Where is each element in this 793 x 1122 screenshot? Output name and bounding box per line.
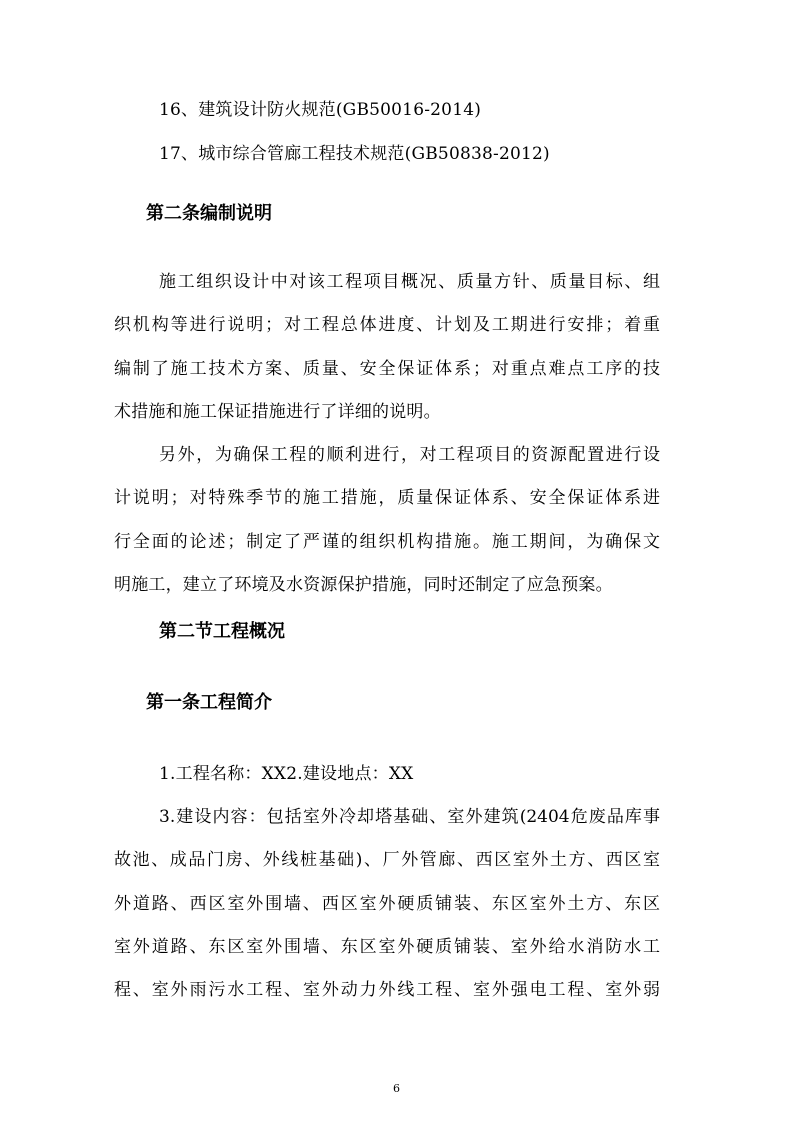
paragraph-line: 织机构等进行说明；对工程总体进度、计划及工期进行安排；着重	[114, 315, 660, 335]
paragraph-line: 行全面的论述；制定了严谨的组织机构措施。施工期间，为确保文	[114, 532, 660, 552]
article-2-heading: 第二条编制说明	[146, 203, 272, 224]
project-name-location: 1.工程名称：XX2.建设地点：XX	[159, 764, 414, 784]
paragraph-line: 故池、成品门房、外线桩基础)、厂外管廊、西区室外土方、西区室	[114, 850, 660, 870]
paragraph-line: 3.建设内容：包括室外冷却塔基础、室外建筑(2404危废品库事	[159, 807, 660, 827]
paragraph-line: 室外道路、东区室外围墙、东区室外硬质铺装、室外给水消防水工	[114, 937, 660, 957]
paragraph-line: 另外，为确保工程的顺利进行，对工程项目的资源配置进行设	[159, 445, 660, 465]
article-1-heading: 第一条工程简介	[146, 692, 272, 713]
page-number: 6	[393, 1082, 400, 1095]
paragraph-line: 明施工，建立了环境及水资源保护措施，同时还制定了应急预案。	[114, 575, 613, 595]
paragraph-line: 施工组织设计中对该工程项目概况、质量方针、质量目标、组	[159, 272, 660, 292]
standard-item-17: 17、城市综合管廊工程技术规范(GB50838-2012)	[159, 144, 550, 164]
paragraph-line: 编制了施工技术方案、质量、安全保证体系；对重点难点工序的技	[114, 359, 660, 379]
section-2-heading: 第二节工程概况	[159, 621, 285, 642]
paragraph-line: 计说明；对特殊季节的施工措施，质量保证体系、安全保证体系进	[114, 488, 660, 508]
paragraph-line: 程、室外雨污水工程、室外动力外线工程、室外强电工程、室外弱	[114, 980, 660, 1000]
paragraph-line: 外道路、西区室外围墙、西区室外硬质铺装、东区室外土方、东区	[114, 894, 660, 914]
paragraph-line: 术措施和施工保证措施进行了详细的说明。	[114, 402, 441, 422]
standard-item-16: 16、建筑设计防火规范(GB50016-2014)	[159, 100, 482, 120]
